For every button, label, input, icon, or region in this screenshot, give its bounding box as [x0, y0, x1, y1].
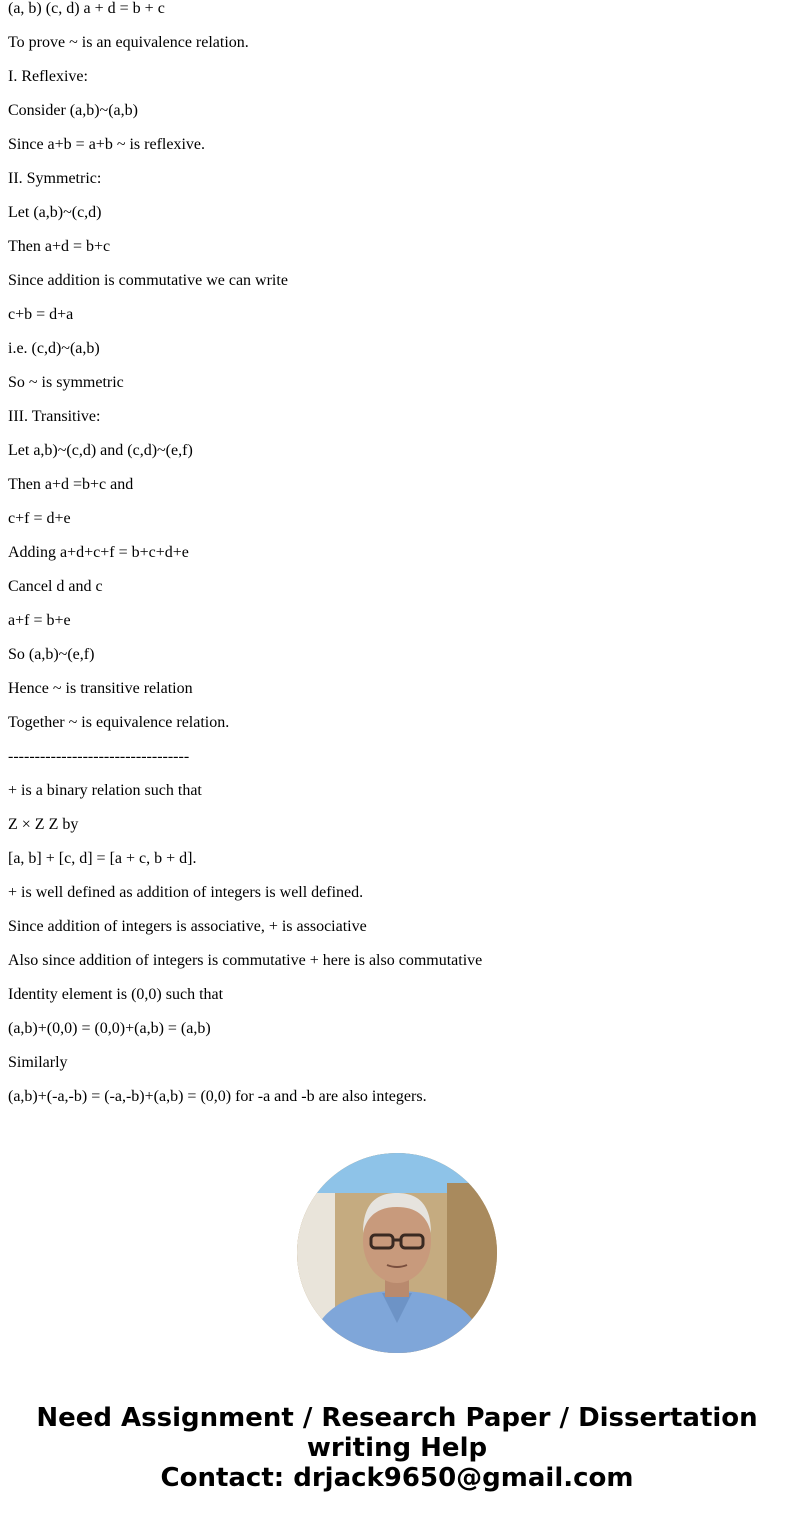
- proof-line: Since addition of integers is associative, + is associative: [8, 918, 367, 935]
- proof-line: Hence ~ is transitive relation: [8, 680, 193, 697]
- proof-line: c+f = d+e: [8, 510, 71, 527]
- proof-line: Let (a,b)~(c,d): [8, 204, 102, 221]
- proof-line: To prove ~ is an equivalence relation.: [8, 34, 249, 51]
- proof-line: Identity element is (0,0) such that: [8, 986, 224, 1003]
- proof-line: Z × Z Z by: [8, 816, 79, 833]
- proof-line: So ~ is symmetric: [8, 374, 124, 391]
- proof-line: Since addition is commutative we can write: [8, 272, 288, 289]
- avatar: [297, 1153, 497, 1353]
- proof-line: i.e. (c,d)~(a,b): [8, 340, 100, 357]
- avatar-portrait-icon: [297, 1153, 497, 1353]
- proof-line: Cancel d and c: [8, 578, 103, 595]
- proof-line: (a, b) (c, d) a + d = b + c: [8, 0, 165, 17]
- proof-line: Then a+d = b+c: [8, 238, 111, 255]
- proof-line: Similarly: [8, 1054, 68, 1071]
- proof-line: Also since addition of integers is commutative + here is also commutative: [8, 952, 483, 969]
- proof-line: (a,b)+(-a,-b) = (-a,-b)+(a,b) = (0,0) for -a and -b are also integers.: [8, 1088, 427, 1105]
- proof-line: III. Transitive:: [8, 408, 101, 425]
- proof-line: Then a+d =b+c and: [8, 476, 134, 493]
- proof-line: II. Symmetric:: [8, 170, 102, 187]
- proof-line: Together ~ is equivalence relation.: [8, 714, 230, 731]
- proof-text: [8, 0, 778, 1122]
- contact-banner: [0, 1403, 794, 1493]
- proof-line: a+f = b+e: [8, 612, 71, 629]
- proof-line: c+b = d+a: [8, 306, 74, 323]
- proof-line: + is a binary relation such that: [8, 782, 202, 799]
- proof-line: + is well defined as addition of integers is well defined.: [8, 884, 364, 901]
- proof-line: I. Reflexive:: [8, 68, 88, 85]
- cta-headline: Need Assignment / Research Paper / Dissertation: [36, 1403, 758, 1433]
- cta-subheadline: writing Help: [306, 1433, 488, 1463]
- proof-line: (a,b)+(0,0) = (0,0)+(a,b) = (a,b): [8, 1020, 211, 1037]
- proof-line: Since a+b = a+b ~ is reflexive.: [8, 136, 205, 153]
- proof-line: [a, b] + [c, d] = [a + c, b + d].: [8, 850, 197, 867]
- separator-line: ----------------------------------: [8, 748, 190, 765]
- proof-line: So (a,b)~(e,f): [8, 646, 95, 663]
- contact-email[interactable]: Contact: drjack9650@gmail.com: [160, 1463, 634, 1493]
- proof-line: Adding a+d+c+f = b+c+d+e: [8, 544, 189, 561]
- proof-line: Let a,b)~(c,d) and (c,d)~(e,f): [8, 442, 193, 459]
- proof-line: Consider (a,b)~(a,b): [8, 102, 138, 119]
